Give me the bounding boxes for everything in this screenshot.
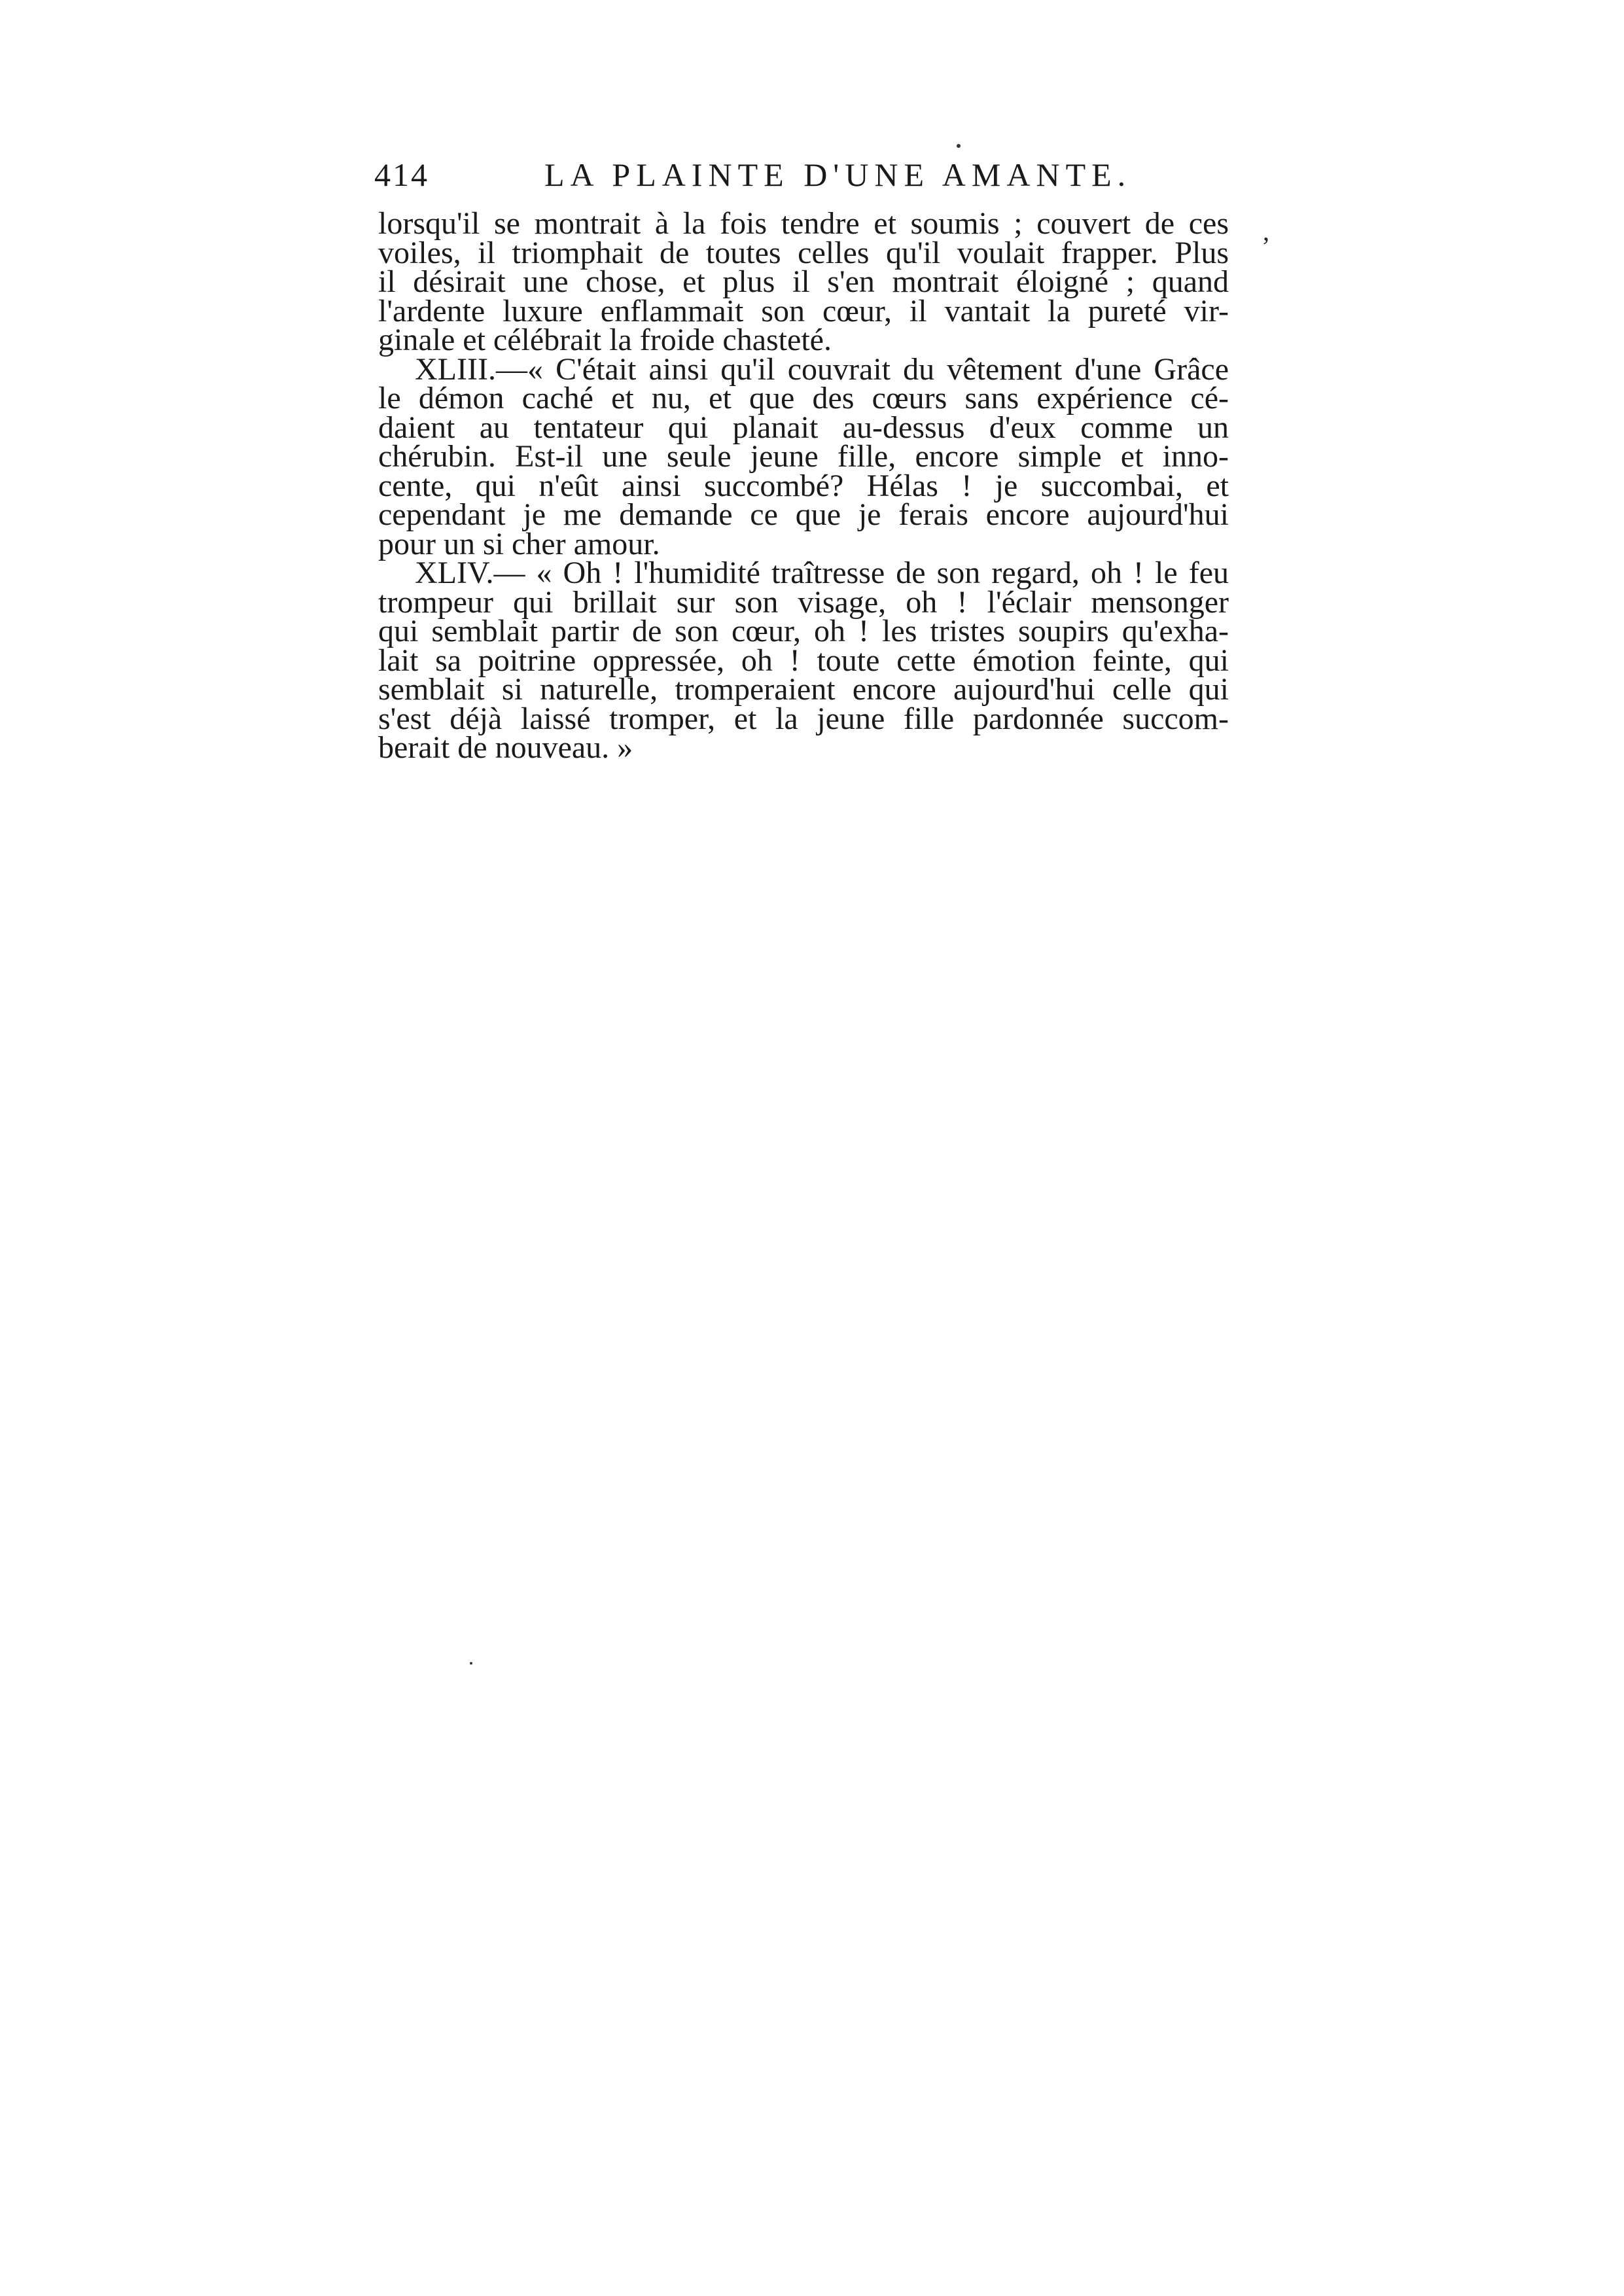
stanza-xliv-heading-line: XLIV.— « Oh ! l'humidité traîtresse de son regard, oh ! le feu: [415, 556, 1229, 590]
stanza-xliii-heading-line: XLIII.—« C'était ainsi qu'il couvrait du vêtement d'une Grâce: [415, 351, 1229, 387]
text-line-16: lait sa poitrine oppressée, oh ! toute cette émotion feinte, qui: [378, 643, 1229, 678]
text-line-12: pour un si cher amour.: [378, 526, 660, 561]
text-line-15: qui semblait partir de son cœur, oh ! les tristes soupirs qu'exha-: [378, 614, 1229, 648]
text-line-2: voiles, il triomphait de toutes celles qu'il voulait frapper. Plus: [378, 235, 1229, 270]
text-line-10: cente, qui n'eût ainsi succombé? Hélas ! je succombai, et: [378, 468, 1229, 503]
text-line-5: ginale et célébrait la froide chasteté.: [378, 323, 832, 357]
print-speck: [957, 144, 961, 148]
text-line-17: semblait si naturelle, tromperaient encore aujourd'hui celle qui: [378, 672, 1229, 707]
text-line-14: trompeur qui brillait sur son visage, oh ! l'éclair mensonger: [378, 584, 1229, 620]
margin-mark: ,: [1263, 217, 1269, 246]
text-line-4: l'ardente luxure enflammait son cœur, il vantait la pureté vir-: [378, 293, 1229, 328]
text-line-18: s'est déjà laissé tromper, et la jeune fille pardonnée succom-: [378, 701, 1229, 736]
text-line-1: lorsqu'il se montrait à la fois tendre et soumis ; couvert de ces: [378, 206, 1229, 241]
body-text: [378, 206, 1229, 765]
text-line-9: chérubin. Est-il une seule jeune fille, encore simple et inno-: [378, 439, 1229, 474]
print-speck: [470, 1662, 472, 1665]
text-line-7: le démon caché et nu, et que des cœurs sans expérience cé-: [378, 381, 1229, 415]
page-number: 414: [374, 156, 429, 193]
running-title: LA PLAINTE D'UNE AMANTE.: [544, 156, 1132, 193]
text-line-8: daient au tentateur qui planait au-dessus d'eux comme un: [378, 410, 1229, 445]
text-line-3: il désirait une chose, et plus il s'en montrait éloigné ; quand: [378, 264, 1229, 299]
running-head: [374, 152, 1225, 198]
text-line-19: berait de nouveau. »: [378, 730, 633, 765]
text-line-11: cependant je me demande ce que je ferais encore aujourd'hui: [378, 497, 1229, 532]
